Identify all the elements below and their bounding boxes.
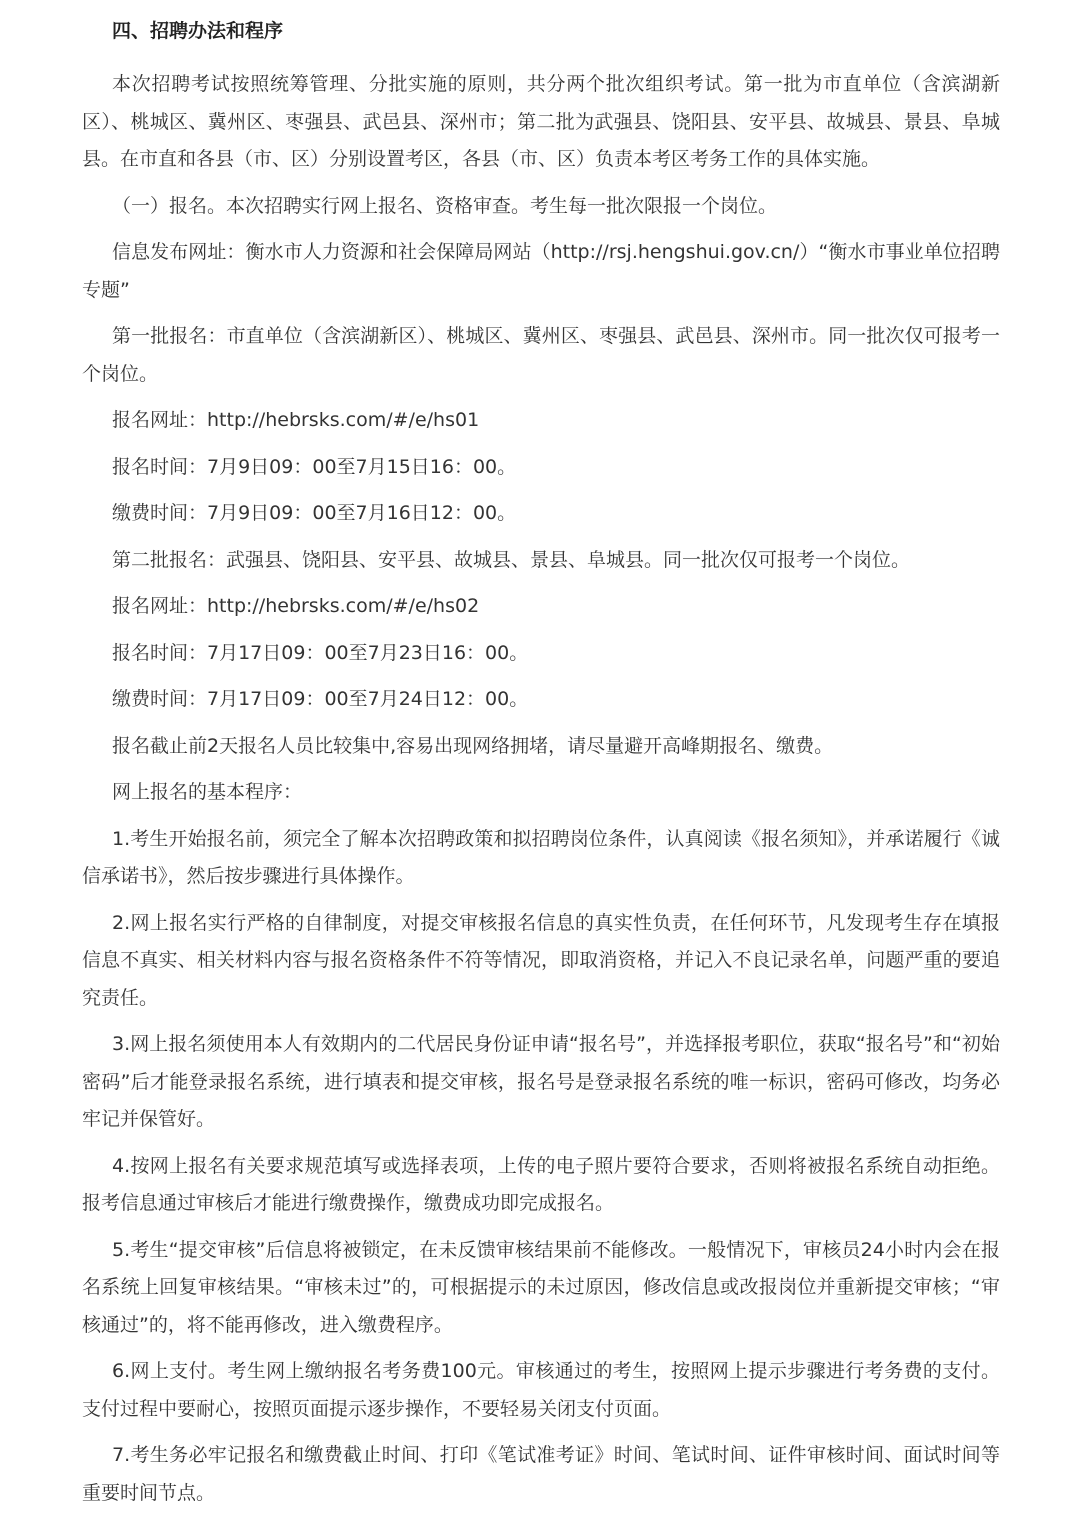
paragraph-step-5: 5.考生“提交审核”后信息将被锁定，在未反馈审核结果前不能修改。一般情况下，审核员24小时内会在报名系统上回复审核结果。“审核未过”的，可根据提示的未过原因，修改信息或改报岗位并重新提交审核；“审核通过”的，将不能再修改，进入缴费程序。	[82, 1238, 1000, 1336]
paragraph-batch2-register-time: 报名时间：7月17日09：00至7月23日16：00。	[112, 641, 529, 664]
paragraph-exam-batches: 本次招聘考试按照统筹管理、分批实施的原则，共分两个批次组织考试。第一批为市直单位（含滨湖新区）、桃城区、冀州区、枣强县、武邑县、深州市；第二批为武强县、饶阳县、安平县、故城县、景县、阜城县。在市直和各县（市、区）分别设置考区，各县（市、区）负责本考区考务工作的具体实施。	[82, 73, 1000, 170]
paragraph-step-4: 4.按网上报名有关要求规范填写或选择表项，上传的电子照片要符合要求，否则将被报名系统自动拒绝。报考信息通过审核后才能进行缴费操作，缴费成功即完成报名。	[82, 1154, 1000, 1214]
paragraph-batch1-payment-time: 缴费时间：7月9日09：00至7月16日12：00。	[112, 502, 517, 524]
paragraph-step-7: 7.考生务必牢记报名和缴费截止时间、打印《笔试准考证》时间、笔试时间、证件审核时间、面试时间等重要时间节点。	[82, 1444, 1000, 1504]
paragraph-info-website: 信息发布网址：衡水市人力资源和社会保障局网站（http://rsj.hengshui.gov.cn/）“衡水市事业单位招聘专题”	[82, 241, 1000, 301]
paragraph-step-2: 2.网上报名实行严格的自律制度，对提交审核报名信息的真实性负责，在任何环节，凡发现考生存在填报信息不真实、相关材料内容与报名资格条件不符等情况，即取消资格，并记入不良记录名单，问题严重的要追究责任。	[82, 911, 1000, 1009]
paragraph-batch2-scope: 第二批报名：武强县、饶阳县、安平县、故城县、景县、阜城县。同一批次仅可报考一个岗位。	[112, 548, 911, 571]
paragraph-batch1-url: 报名网址：http://hebrsks.com/#/e/hs01	[112, 409, 480, 431]
paragraph-registration-intro: （一）报名。本次招聘实行网上报名、资格审查。考生每一批次限报一个岗位。	[112, 194, 778, 217]
paragraph-batch2-payment-time: 缴费时间：7月17日09：00至7月24日12：00。	[112, 688, 529, 710]
paragraph-deadline-notice: 报名截止前2天报名人员比较集中,容易出现网络拥堵，请尽量避开高峰期报名、缴费。	[112, 734, 834, 757]
paragraph-batch1-register-time: 报名时间：7月9日09：00至7月15日16：00。	[112, 455, 517, 478]
paragraph-procedure-heading: 网上报名的基本程序：	[112, 781, 303, 803]
paragraph-step-6: 6.网上支付。考生网上缴纳报名考务费100元。审核通过的考生，按照网上提示步骤进行考务费的支付。支付过程中要耐心，按照页面提示逐步操作，不要轻易关闭支付页面。	[82, 1360, 1000, 1420]
paragraph-step-1: 1.考生开始报名前，须完全了解本次招聘政策和拟招聘岗位条件，认真阅读《报名须知》，并承诺履行《诚信承诺书》，然后按步骤进行具体操作。	[82, 827, 1000, 887]
paragraph-batch2-url: 报名网址：http://hebrsks.com/#/e/hs02	[112, 595, 480, 617]
article-body	[82, 14, 1000, 1521]
section-heading: 四、招聘办法和程序	[112, 20, 284, 42]
paragraph-step-3: 3.网上报名须使用本人有效期内的二代居民身份证申请“报名号”，并选择报考职位，获取“报名号”和“初始密码”后才能登录报名系统，进行填表和提交审核，报名号是登录报名系统的唯一标识，密码可修改，均务必牢记并保管好。	[82, 1033, 1000, 1130]
paragraph-batch1-scope: 第一批报名：市直单位（含滨湖新区）、桃城区、冀州区、枣强县、武邑县、深州市。同一批次仅可报考一个岗位。	[82, 325, 1000, 385]
